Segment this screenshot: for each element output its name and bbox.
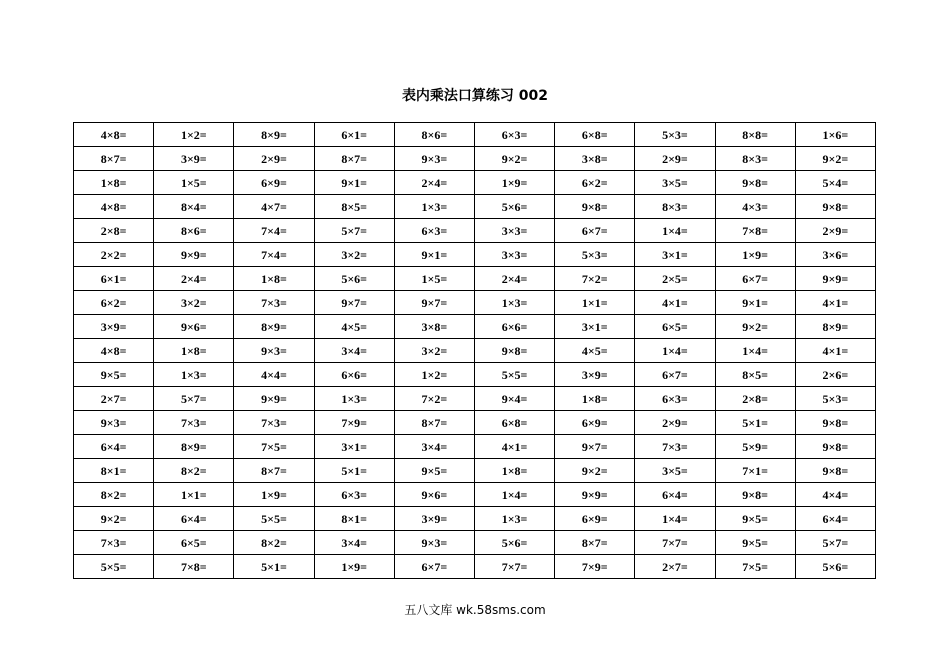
- problem-cell: 1×8=: [474, 459, 554, 483]
- problem-cell: 9×5=: [715, 507, 795, 531]
- problem-cell: 9×9=: [234, 387, 314, 411]
- problem-cell: 8×6=: [154, 219, 234, 243]
- problem-cell: 1×2=: [394, 363, 474, 387]
- problem-cell: 6×7=: [715, 267, 795, 291]
- problem-cell: 4×4=: [795, 483, 875, 507]
- problem-cell: 5×6=: [474, 195, 554, 219]
- problem-cell: 3×2=: [394, 339, 474, 363]
- problem-cell: 6×7=: [555, 219, 635, 243]
- problem-cell: 7×4=: [234, 219, 314, 243]
- problem-cell: 4×1=: [795, 339, 875, 363]
- problem-cell: 1×3=: [154, 363, 234, 387]
- problem-cell: 8×7=: [234, 459, 314, 483]
- problem-cell: 9×1=: [715, 291, 795, 315]
- table-row: [74, 387, 876, 411]
- problem-cell: 5×4=: [795, 171, 875, 195]
- problem-cell: 8×2=: [154, 459, 234, 483]
- problem-cell: 3×1=: [635, 243, 715, 267]
- table-row: [74, 363, 876, 387]
- problem-cell: 3×9=: [74, 315, 154, 339]
- problem-cell: 4×8=: [74, 195, 154, 219]
- problem-cell: 7×5=: [234, 435, 314, 459]
- problem-cell: 9×1=: [314, 171, 394, 195]
- footer-watermark: 五八文库 wk.58sms.com: [404, 603, 546, 617]
- problem-cell: 6×2=: [74, 291, 154, 315]
- problem-cell: 6×7=: [635, 363, 715, 387]
- problem-cell: 1×2=: [154, 123, 234, 147]
- problem-cell: 2×9=: [234, 147, 314, 171]
- problem-cell: 1×4=: [635, 219, 715, 243]
- problem-cell: 5×3=: [795, 387, 875, 411]
- problem-cell: 9×9=: [154, 243, 234, 267]
- problem-cell: 1×4=: [474, 483, 554, 507]
- problem-cell: 3×8=: [394, 315, 474, 339]
- problem-cell: 9×8=: [555, 195, 635, 219]
- problem-cell: 9×3=: [394, 531, 474, 555]
- table-row: [74, 459, 876, 483]
- problem-cell: 8×7=: [74, 147, 154, 171]
- problem-cell: 3×4=: [314, 339, 394, 363]
- problem-cell: 3×5=: [635, 459, 715, 483]
- problem-cell: 7×9=: [555, 555, 635, 579]
- problem-cell: 7×3=: [154, 411, 234, 435]
- problem-cell: 5×5=: [474, 363, 554, 387]
- problem-cell: 6×1=: [74, 267, 154, 291]
- problem-cell: 8×8=: [715, 123, 795, 147]
- problem-cell: 8×7=: [314, 147, 394, 171]
- problem-cell: 5×6=: [314, 267, 394, 291]
- problem-cell: 2×6=: [795, 363, 875, 387]
- problem-cell: 1×9=: [474, 171, 554, 195]
- problem-cell: 7×3=: [635, 435, 715, 459]
- problem-cell: 6×8=: [474, 411, 554, 435]
- problem-cell: 8×1=: [74, 459, 154, 483]
- problem-cell: 7×5=: [715, 555, 795, 579]
- problem-cell: 5×3=: [555, 243, 635, 267]
- table-row: [74, 435, 876, 459]
- problem-cell: 9×8=: [795, 195, 875, 219]
- problem-cell: 7×3=: [234, 411, 314, 435]
- page-title: 表内乘法口算练习 002: [401, 88, 549, 104]
- problem-cell: 5×6=: [795, 555, 875, 579]
- problem-cell: 1×6=: [795, 123, 875, 147]
- problem-cell: 9×1=: [394, 243, 474, 267]
- problem-cell: 8×7=: [394, 411, 474, 435]
- problem-cell: 5×1=: [715, 411, 795, 435]
- problem-cell: 5×5=: [74, 555, 154, 579]
- problem-cell: 5×9=: [715, 435, 795, 459]
- problem-cell: 7×2=: [555, 267, 635, 291]
- problem-cell: 7×1=: [715, 459, 795, 483]
- problem-cell: 9×8=: [795, 459, 875, 483]
- problem-cell: 2×8=: [74, 219, 154, 243]
- table-row: [74, 507, 876, 531]
- problem-cell: 2×4=: [154, 267, 234, 291]
- problem-cell: 6×2=: [555, 171, 635, 195]
- problem-cell: 1×1=: [154, 483, 234, 507]
- problem-cell: 6×4=: [795, 507, 875, 531]
- problem-cell: 6×8=: [555, 123, 635, 147]
- problem-cell: 2×2=: [74, 243, 154, 267]
- problem-cell: 9×8=: [474, 339, 554, 363]
- problem-cell: 4×1=: [795, 291, 875, 315]
- problem-cell: 1×4=: [635, 339, 715, 363]
- exercise-table: [73, 122, 876, 579]
- problem-cell: 7×8=: [715, 219, 795, 243]
- problem-cell: 7×9=: [314, 411, 394, 435]
- table-row: [74, 291, 876, 315]
- problem-cell: 1×5=: [154, 171, 234, 195]
- problem-cell: 5×1=: [314, 459, 394, 483]
- problem-cell: 6×5=: [635, 315, 715, 339]
- problem-cell: 1×3=: [314, 387, 394, 411]
- problem-cell: 9×3=: [74, 411, 154, 435]
- problem-cell: 2×8=: [715, 387, 795, 411]
- problem-cell: 8×6=: [394, 123, 474, 147]
- problem-cell: 1×3=: [474, 291, 554, 315]
- table-row: [74, 339, 876, 363]
- problem-cell: 8×2=: [234, 531, 314, 555]
- problem-cell: 5×5=: [234, 507, 314, 531]
- problem-cell: 2×7=: [635, 555, 715, 579]
- problem-cell: 6×5=: [154, 531, 234, 555]
- problem-cell: 4×8=: [74, 339, 154, 363]
- problem-cell: 6×7=: [394, 555, 474, 579]
- problem-cell: 6×4=: [635, 483, 715, 507]
- problem-cell: 8×4=: [154, 195, 234, 219]
- problem-cell: 9×5=: [715, 531, 795, 555]
- problem-cell: 3×1=: [555, 315, 635, 339]
- problem-cell: 8×3=: [635, 195, 715, 219]
- problem-cell: 1×1=: [555, 291, 635, 315]
- problem-cell: 7×7=: [474, 555, 554, 579]
- problem-cell: 6×3=: [314, 483, 394, 507]
- problem-cell: 8×9=: [234, 315, 314, 339]
- problem-cell: 8×9=: [154, 435, 234, 459]
- problem-cell: 4×8=: [74, 123, 154, 147]
- problem-cell: 1×9=: [715, 243, 795, 267]
- exercise-table-body: [74, 123, 876, 579]
- problem-cell: 3×9=: [154, 147, 234, 171]
- problem-cell: 3×9=: [394, 507, 474, 531]
- problem-cell: 5×3=: [635, 123, 715, 147]
- problem-cell: 2×9=: [795, 219, 875, 243]
- table-row: [74, 315, 876, 339]
- problem-cell: 1×4=: [635, 507, 715, 531]
- problem-cell: 9×7=: [394, 291, 474, 315]
- problem-cell: 4×5=: [555, 339, 635, 363]
- table-row: [74, 171, 876, 195]
- problem-cell: 9×7=: [555, 435, 635, 459]
- problem-cell: 6×6=: [314, 363, 394, 387]
- problem-cell: 3×4=: [394, 435, 474, 459]
- problem-cell: 8×7=: [555, 531, 635, 555]
- problem-cell: 9×8=: [795, 435, 875, 459]
- problem-cell: 9×2=: [474, 147, 554, 171]
- problem-cell: 9×8=: [715, 171, 795, 195]
- problem-cell: 9×7=: [314, 291, 394, 315]
- problem-cell: 7×3=: [234, 291, 314, 315]
- problem-cell: 9×4=: [474, 387, 554, 411]
- problem-cell: 6×3=: [394, 219, 474, 243]
- problem-cell: 3×8=: [555, 147, 635, 171]
- problem-cell: 8×9=: [234, 123, 314, 147]
- problem-cell: 6×4=: [74, 435, 154, 459]
- problem-cell: 9×9=: [795, 267, 875, 291]
- table-row: [74, 243, 876, 267]
- problem-cell: 6×6=: [474, 315, 554, 339]
- problem-cell: 5×7=: [154, 387, 234, 411]
- problem-cell: 4×1=: [474, 435, 554, 459]
- problem-cell: 7×7=: [635, 531, 715, 555]
- problem-cell: 9×5=: [74, 363, 154, 387]
- problem-cell: 1×3=: [394, 195, 474, 219]
- problem-cell: 9×3=: [394, 147, 474, 171]
- problem-cell: 9×9=: [555, 483, 635, 507]
- problem-cell: 3×1=: [314, 435, 394, 459]
- problem-cell: 1×5=: [394, 267, 474, 291]
- problem-cell: 9×2=: [74, 507, 154, 531]
- problem-cell: 5×7=: [314, 219, 394, 243]
- problem-cell: 4×1=: [635, 291, 715, 315]
- problem-cell: 3×5=: [635, 171, 715, 195]
- problem-cell: 2×9=: [635, 147, 715, 171]
- problem-cell: 3×6=: [795, 243, 875, 267]
- table-row: [74, 123, 876, 147]
- table-row: [74, 147, 876, 171]
- problem-cell: 2×7=: [74, 387, 154, 411]
- problem-cell: 3×3=: [474, 243, 554, 267]
- problem-cell: 3×3=: [474, 219, 554, 243]
- problem-cell: 9×2=: [715, 315, 795, 339]
- problem-cell: 8×1=: [314, 507, 394, 531]
- problem-cell: 1×4=: [715, 339, 795, 363]
- problem-cell: 7×2=: [394, 387, 474, 411]
- problem-cell: 3×2=: [314, 243, 394, 267]
- problem-cell: 4×3=: [715, 195, 795, 219]
- problem-cell: 5×1=: [234, 555, 314, 579]
- problem-cell: 9×5=: [394, 459, 474, 483]
- table-row: [74, 267, 876, 291]
- problem-cell: 1×9=: [314, 555, 394, 579]
- problem-cell: 9×2=: [795, 147, 875, 171]
- problem-cell: 2×4=: [394, 171, 474, 195]
- table-row: [74, 195, 876, 219]
- problem-cell: 7×3=: [74, 531, 154, 555]
- problem-cell: 8×5=: [715, 363, 795, 387]
- problem-cell: 2×4=: [474, 267, 554, 291]
- problem-cell: 1×8=: [555, 387, 635, 411]
- problem-cell: 1×3=: [474, 507, 554, 531]
- problem-cell: 1×9=: [234, 483, 314, 507]
- problem-cell: 5×6=: [474, 531, 554, 555]
- table-row: [74, 531, 876, 555]
- problem-cell: 5×7=: [795, 531, 875, 555]
- problem-cell: 6×4=: [154, 507, 234, 531]
- problem-cell: 9×6=: [154, 315, 234, 339]
- problem-cell: 6×9=: [234, 171, 314, 195]
- problem-cell: 9×2=: [555, 459, 635, 483]
- problem-cell: 3×9=: [555, 363, 635, 387]
- table-row: [74, 555, 876, 579]
- problem-cell: 8×9=: [795, 315, 875, 339]
- problem-cell: 6×3=: [474, 123, 554, 147]
- problem-cell: 1×8=: [154, 339, 234, 363]
- problem-cell: 9×3=: [234, 339, 314, 363]
- problem-cell: 8×2=: [74, 483, 154, 507]
- table-row: [74, 483, 876, 507]
- problem-cell: 6×9=: [555, 507, 635, 531]
- problem-cell: 2×9=: [635, 411, 715, 435]
- problem-cell: 1×8=: [74, 171, 154, 195]
- table-row: [74, 219, 876, 243]
- problem-cell: 8×3=: [715, 147, 795, 171]
- problem-cell: 9×8=: [795, 411, 875, 435]
- table-row: [74, 411, 876, 435]
- problem-cell: 2×5=: [635, 267, 715, 291]
- problem-cell: 4×5=: [314, 315, 394, 339]
- problem-cell: 8×5=: [314, 195, 394, 219]
- problem-cell: 9×6=: [394, 483, 474, 507]
- problem-cell: 4×4=: [234, 363, 314, 387]
- problem-cell: 7×8=: [154, 555, 234, 579]
- problem-cell: 3×2=: [154, 291, 234, 315]
- problem-cell: 6×1=: [314, 123, 394, 147]
- problem-cell: 6×3=: [635, 387, 715, 411]
- problem-cell: 6×9=: [555, 411, 635, 435]
- problem-cell: 4×7=: [234, 195, 314, 219]
- problem-cell: 9×8=: [715, 483, 795, 507]
- problem-cell: 3×4=: [314, 531, 394, 555]
- problem-cell: 1×8=: [234, 267, 314, 291]
- problem-cell: 7×4=: [234, 243, 314, 267]
